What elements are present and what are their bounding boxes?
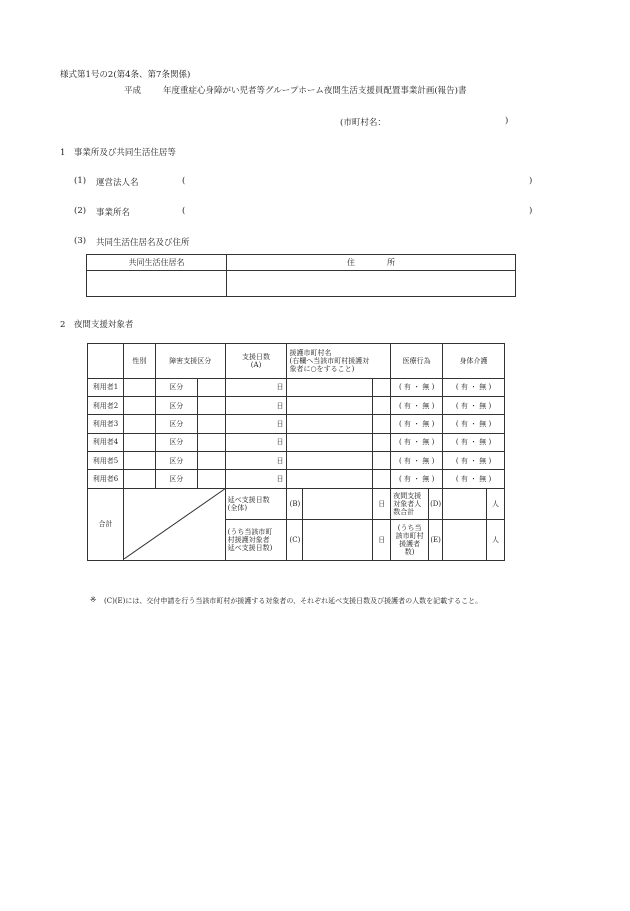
municipality-mark-cell[interactable] — [373, 451, 391, 469]
header-gender: 性別 — [123, 344, 155, 379]
item1-label: 運営法人名 — [96, 178, 139, 188]
gender-cell[interactable] — [123, 451, 155, 469]
item1-close-paren: ) — [529, 176, 533, 186]
local-days-label-line2: 村援護対象者 — [227, 535, 270, 544]
municipality-cell[interactable] — [287, 470, 373, 488]
medical-choice[interactable]: ( 有 ・ 無 ) — [391, 415, 443, 433]
table-row — [88, 433, 505, 451]
kubun-label: 区分 — [155, 396, 197, 414]
municipality-mark-cell[interactable] — [373, 378, 391, 396]
table-row — [88, 451, 505, 469]
gender-cell[interactable] — [123, 470, 155, 488]
local-persons-value[interactable] — [443, 519, 487, 560]
total-persons-value[interactable] — [443, 488, 487, 519]
user-label: 利用者4 — [88, 433, 124, 451]
note-text: (C)(E)には、交付申請を行う当該市町村が援護する対象者の、それぞれ延べ支援日数及び援護者の人数を記載すること。 — [104, 597, 483, 605]
item3-label: 共同生活住居名及び住所 — [96, 238, 190, 248]
kubun-label: 区分 — [155, 451, 197, 469]
header-physical-care: 身体介護 — [443, 344, 505, 379]
title-era: 平成 — [124, 86, 142, 96]
medical-choice[interactable]: ( 有 ・ 無 ) — [391, 396, 443, 414]
table-row — [88, 396, 505, 414]
user-label: 利用者3 — [88, 415, 124, 433]
gender-cell[interactable] — [123, 433, 155, 451]
target-persons-table — [87, 343, 505, 561]
document-title: 年度重症心身障がい児者等グループホーム夜間生活支援員配置事業計画(報告)書 — [163, 86, 467, 96]
section2-heading: 2 夜間支援対象者 — [60, 320, 134, 330]
municipality-cell[interactable] — [287, 433, 373, 451]
form-number: 様式第1号の2(第4条、第7条関係) — [60, 70, 191, 80]
municipality-label: (市町村名： — [340, 118, 386, 128]
municipality-mark-cell[interactable] — [373, 396, 391, 414]
residence-name-cell[interactable] — [87, 271, 227, 297]
care-choice[interactable]: ( 有 ・ 無 ) — [443, 396, 505, 414]
local-days-label-line1: (うち当該市町 — [227, 527, 273, 536]
item2-open-paren: ( — [182, 206, 186, 216]
item3-number: (3) — [74, 236, 87, 246]
header-blank — [88, 344, 124, 379]
table-row — [88, 378, 505, 396]
total-days-label — [225, 488, 287, 519]
medical-choice[interactable]: ( 有 ・ 無 ) — [391, 433, 443, 451]
total-persons-unit: 人 — [486, 488, 504, 519]
municipality-cell[interactable] — [287, 451, 373, 469]
gender-cell[interactable] — [123, 378, 155, 396]
residence-name-header: 共同生活住居名 — [87, 255, 227, 271]
header-disability-class: 障害支援区分 — [155, 344, 225, 379]
municipality-cell[interactable] — [287, 415, 373, 433]
care-choice[interactable]: ( 有 ・ 無 ) — [443, 378, 505, 396]
header-medical-care: 医療行為 — [391, 344, 443, 379]
total-persons-label — [391, 488, 429, 519]
gender-cell[interactable] — [123, 396, 155, 414]
total-days-label-line1: 延べ支援日数 — [227, 495, 270, 504]
header-support-days — [225, 344, 287, 379]
days-cell[interactable]: 日 — [225, 396, 287, 414]
days-cell[interactable]: 日 — [225, 433, 287, 451]
local-days-unit: 日 — [373, 519, 391, 560]
kubun-value-cell[interactable] — [197, 451, 225, 469]
total-persons-label-line3: 数合計 — [393, 507, 415, 516]
kubun-value-cell[interactable] — [197, 470, 225, 488]
municipality-mark-cell[interactable] — [373, 470, 391, 488]
local-persons-mark: (E) — [429, 519, 443, 560]
total-persons-mark: (D) — [429, 488, 443, 519]
kubun-label: 区分 — [155, 433, 197, 451]
days-cell[interactable]: 日 — [225, 415, 287, 433]
total-days-label-line2: (全体) — [227, 503, 248, 512]
kubun-value-cell[interactable] — [197, 433, 225, 451]
local-persons-unit: 人 — [486, 519, 504, 560]
kubun-label: 区分 — [155, 415, 197, 433]
total-label: 合計 — [88, 488, 124, 560]
section1-heading: 1 事業所及び共同生活住居等 — [60, 148, 176, 158]
item2-number: (2) — [74, 206, 87, 216]
diagonal-line — [124, 489, 225, 559]
kubun-value-cell[interactable] — [197, 378, 225, 396]
item2-label: 事業所名 — [96, 208, 131, 218]
local-days-value[interactable] — [303, 519, 373, 560]
header-municipality-label: 援護市町村名 — [289, 348, 332, 357]
days-cell[interactable]: 日 — [225, 451, 287, 469]
days-cell[interactable]: 日 — [225, 470, 287, 488]
medical-choice[interactable]: ( 有 ・ 無 ) — [391, 451, 443, 469]
user-label: 利用者1 — [88, 378, 124, 396]
care-choice[interactable]: ( 有 ・ 無 ) — [443, 451, 505, 469]
table-row — [88, 415, 505, 433]
local-days-label — [225, 519, 287, 560]
kubun-label: 区分 — [155, 470, 197, 488]
gender-cell[interactable] — [123, 415, 155, 433]
care-choice[interactable]: ( 有 ・ 無 ) — [443, 470, 505, 488]
item1-number: (1) — [74, 176, 87, 186]
medical-choice[interactable]: ( 有 ・ 無 ) — [391, 378, 443, 396]
header-support-days-mark: (A) — [250, 360, 262, 369]
table-row — [88, 470, 505, 488]
kubun-label: 区分 — [155, 378, 197, 396]
total-days-value[interactable] — [303, 488, 373, 519]
kubun-value-cell[interactable] — [197, 396, 225, 414]
local-days-mark: (C) — [287, 519, 303, 560]
residence-table — [86, 254, 516, 297]
header-support-days-label: 支援日数 — [242, 352, 271, 361]
item2-close-paren: ) — [529, 206, 533, 216]
care-choice[interactable]: ( 有 ・ 無 ) — [443, 433, 505, 451]
local-persons-label-line2: 該市町村 — [395, 531, 424, 540]
user-label: 利用者5 — [88, 451, 124, 469]
header-municipality-note1: (右欄へ当該市町村援護対 — [289, 356, 370, 365]
days-cell[interactable]: 日 — [225, 378, 287, 396]
municipality-mark-cell[interactable] — [373, 433, 391, 451]
header-municipality — [287, 344, 391, 379]
header-municipality-note2: 象者に○をすること) — [289, 364, 355, 373]
residence-address-cell[interactable] — [227, 271, 516, 297]
item1-open-paren: ( — [182, 176, 186, 186]
total-persons-label-line1: 夜間支援 — [393, 491, 422, 500]
user-label: 利用者6 — [88, 470, 124, 488]
note-mark: ※ — [90, 595, 97, 604]
medical-choice[interactable]: ( 有 ・ 無 ) — [391, 470, 443, 488]
care-choice[interactable]: ( 有 ・ 無 ) — [443, 415, 505, 433]
municipality-close: ) — [505, 116, 509, 126]
local-persons-label-line3: 援護者 — [399, 539, 421, 548]
local-persons-label-line4: 数) — [404, 547, 415, 556]
municipality-mark-cell[interactable] — [373, 415, 391, 433]
local-persons-label-line1: (うち当 — [397, 523, 422, 532]
municipality-cell[interactable] — [287, 396, 373, 414]
municipality-cell[interactable] — [287, 378, 373, 396]
total-days-unit: 日 — [373, 488, 391, 519]
user-label: 利用者2 — [88, 396, 124, 414]
total-persons-label-line2: 対象者人 — [393, 499, 422, 508]
total-diagonal-cell — [123, 488, 225, 560]
residence-address-header: 住 所 — [227, 255, 516, 271]
local-persons-label — [391, 519, 429, 560]
local-days-label-line3: 延べ支援日数) — [227, 543, 273, 552]
kubun-value-cell[interactable] — [197, 415, 225, 433]
total-row-b — [88, 488, 505, 519]
total-days-mark: (B) — [287, 488, 303, 519]
